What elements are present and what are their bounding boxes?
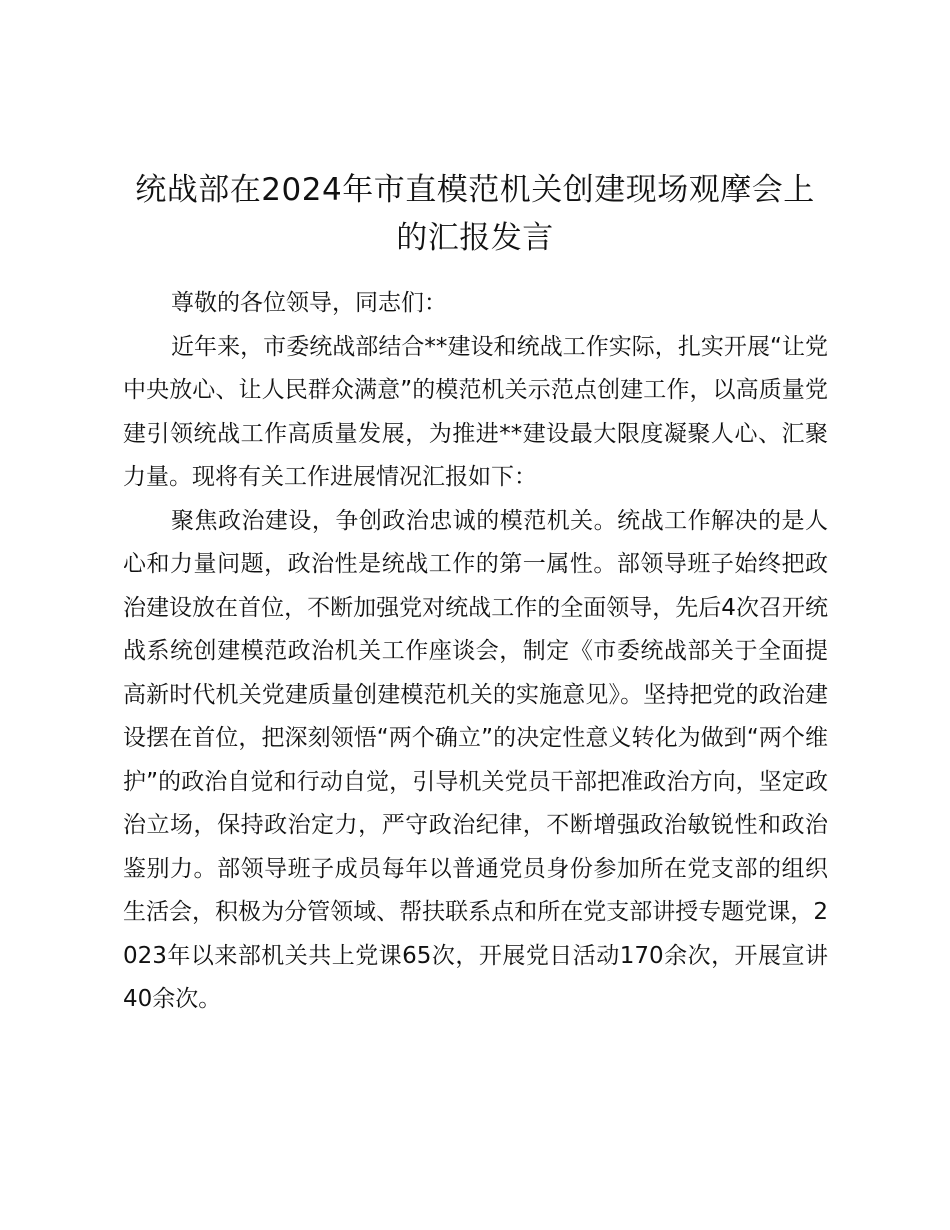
political-building-paragraph: 聚焦政治建设，争创政治忠诚的模范机关。统战工作解决的是人心和力量问题，政治性是统战工作的第一属性。部领导班子始终把政治建设放在首位，不断加强党对统战工作的全面领导，先后4次召开统战系统创建模范政治机关工作座谈会，制定《市委统战部关于全面提高新时代机关党建质量创建模范机关的实施意见》。坚持把党的政治建设摆在首位，把深刻领悟“两个确立”的决定性意义转化为做到“两个维护”的政治自觉和行动自觉，引导机关党员干部把准政治方向，坚定政治立场，保持政治定力，严守政治纪律，不断增强政治敏锐性和政治鉴别力。部领导班子成员每年以普通党员身份参加所在党支部的组织生活会，积极为分管领域、帮扶联系点和所在党支部讲授专题党课，2023年以来部机关共上党课65次，开展党日活动170余次，开展宣讲40余次。 (123, 507, 828, 1012)
intro-paragraph: 近年来，市委统战部结合**建设和统战工作实际，扎实开展“让党中央放心、让人民群众满意”的模范机关示范点创建工作，以高质量党建引领统战工作高质量发展，为推进**建设最大限度凝聚人心、汇聚力量。现将有关工作进展情况汇报如下： (123, 333, 828, 490)
document-title: 统战部在2024年市直模范机关创建现场观摩会上的汇报发言 (135, 172, 815, 256)
salutation-paragraph: 尊敬的各位领导，同志们： (171, 290, 447, 316)
document-body (123, 282, 828, 1022)
